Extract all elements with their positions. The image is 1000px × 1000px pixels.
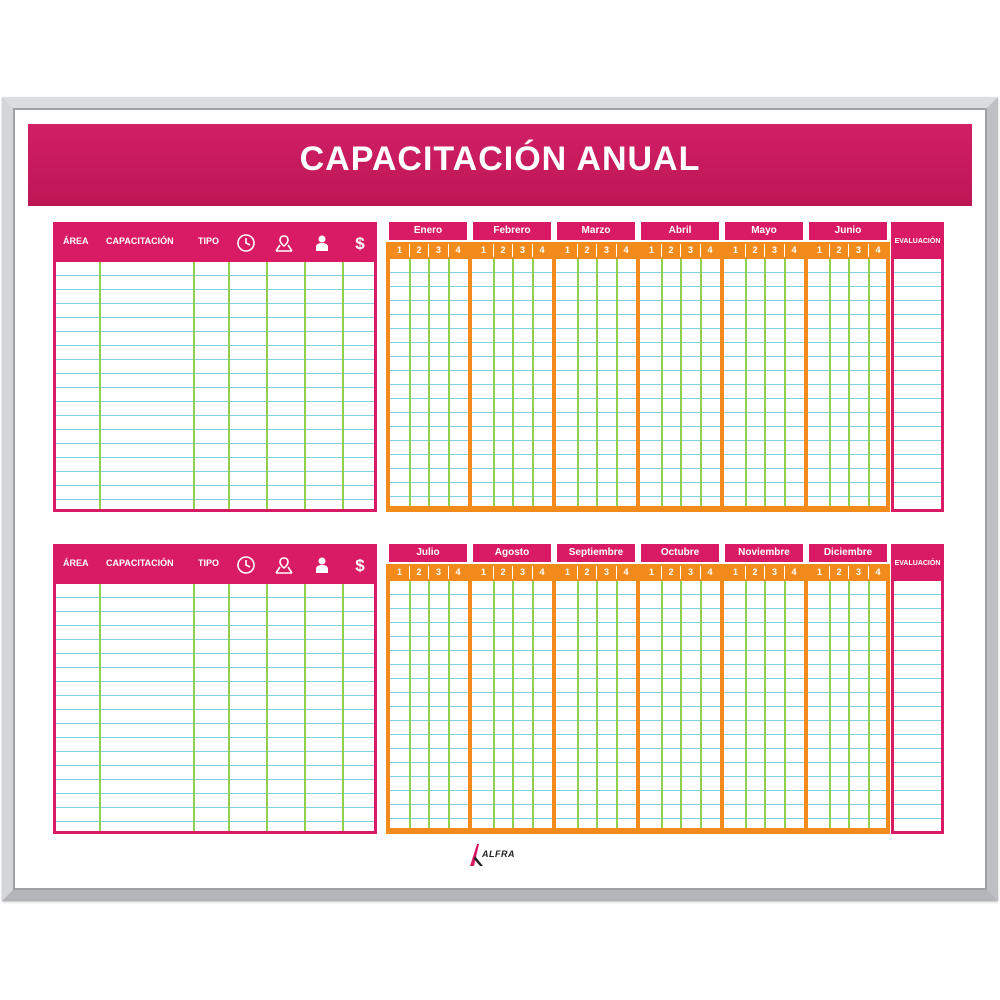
week-number: 2	[500, 567, 506, 577]
column-divider	[266, 584, 268, 831]
week-divider	[577, 581, 579, 828]
month-header: Julio	[389, 544, 467, 562]
dollar-icon	[350, 555, 370, 575]
month-separator	[804, 564, 808, 834]
week-divider	[448, 259, 450, 506]
week-number: 1	[396, 245, 402, 255]
week-separator	[700, 244, 701, 257]
week-separator	[745, 566, 746, 579]
week-divider	[764, 259, 766, 506]
week-separator	[428, 244, 429, 257]
month-header: Abril	[641, 222, 719, 240]
week-number: 4	[707, 567, 713, 577]
week-separator	[616, 244, 617, 257]
month-separator	[386, 242, 390, 512]
left-table-header	[56, 547, 374, 584]
week-divider	[512, 259, 514, 506]
week-separator	[745, 244, 746, 257]
week-divider	[616, 259, 618, 506]
week-number: 4	[623, 567, 629, 577]
month-separator	[886, 564, 890, 834]
col-tipo-label: TIPO	[198, 236, 220, 246]
week-separator	[829, 244, 830, 257]
week-number: 3	[855, 567, 861, 577]
week-number: 3	[687, 567, 693, 577]
month-separator	[552, 242, 556, 512]
month-header: Enero	[389, 222, 467, 240]
week-divider	[512, 581, 514, 828]
column-divider	[193, 584, 195, 831]
calendar-grid	[386, 544, 890, 834]
week-separator	[428, 566, 429, 579]
month-header: Septiembre	[557, 544, 635, 562]
month-header: Agosto	[473, 544, 551, 562]
week-divider	[868, 259, 870, 506]
evaluation-writing-lines	[894, 259, 941, 509]
week-number: 4	[539, 567, 545, 577]
week-number: 2	[416, 567, 422, 577]
week-divider	[577, 259, 579, 506]
week-number: 4	[539, 245, 545, 255]
month-separator	[720, 242, 724, 512]
month-header: Mayo	[725, 222, 803, 240]
week-separator	[680, 566, 681, 579]
month-header: Diciembre	[809, 544, 887, 562]
week-number: 2	[752, 567, 758, 577]
week-separator	[532, 566, 533, 579]
month-header: Febrero	[473, 222, 551, 240]
week-separator	[848, 244, 849, 257]
month-separator	[720, 564, 724, 834]
week-number: 3	[771, 567, 777, 577]
week-number: 1	[480, 567, 486, 577]
week-separator	[661, 244, 662, 257]
col-area-label: ÁREA	[63, 236, 89, 246]
week-separator	[848, 566, 849, 579]
week-number: 3	[435, 245, 441, 255]
month-separator	[386, 564, 390, 834]
week-separator	[764, 566, 765, 579]
week-divider	[661, 259, 663, 506]
week-separator	[700, 566, 701, 579]
week-number: 2	[668, 567, 674, 577]
week-divider	[409, 259, 411, 506]
week-separator	[577, 566, 578, 579]
clock-icon	[236, 233, 256, 253]
page-title: CAPACITACIÓN ANUAL	[299, 140, 701, 178]
writing-lines	[56, 262, 374, 509]
week-separator	[616, 566, 617, 579]
week-separator	[493, 566, 494, 579]
week-separator	[661, 566, 662, 579]
week-separator	[784, 566, 785, 579]
week-number: 3	[603, 567, 609, 577]
week-divider	[596, 581, 598, 828]
column-divider	[304, 262, 306, 509]
week-number: 1	[564, 245, 570, 255]
week-divider	[409, 581, 411, 828]
month-header: Octubre	[641, 544, 719, 562]
week-divider	[700, 581, 702, 828]
column-divider	[193, 262, 195, 509]
writing-lines	[56, 584, 374, 831]
week-divider	[680, 259, 682, 506]
week-separator	[784, 244, 785, 257]
week-number: 3	[771, 245, 777, 255]
week-separator	[448, 566, 449, 579]
week-number: 4	[455, 245, 461, 255]
location-map-icon	[274, 555, 294, 575]
week-divider	[784, 259, 786, 506]
col-area-label: ÁREA	[63, 558, 89, 568]
left-table-panel	[53, 544, 377, 834]
col-tipo-label: TIPO	[198, 558, 220, 568]
column-divider	[342, 262, 344, 509]
brand-name: ALFRA	[482, 849, 515, 859]
week-separator	[532, 244, 533, 257]
week-divider	[532, 581, 534, 828]
column-divider	[228, 584, 230, 831]
week-number: 1	[396, 567, 402, 577]
month-separator	[636, 242, 640, 512]
week-number: 2	[584, 245, 590, 255]
week-separator	[409, 566, 410, 579]
week-divider	[745, 581, 747, 828]
week-divider	[680, 581, 682, 828]
week-number: 1	[648, 567, 654, 577]
week-separator	[448, 244, 449, 257]
week-divider	[745, 259, 747, 506]
evaluation-panel	[891, 544, 944, 834]
column-divider	[342, 584, 344, 831]
month-header: Noviembre	[725, 544, 803, 562]
week-number: 2	[836, 245, 842, 255]
left-table-header	[56, 225, 374, 262]
svg-text:$: $	[355, 234, 365, 253]
week-divider	[829, 259, 831, 506]
week-separator	[409, 244, 410, 257]
column-divider	[266, 262, 268, 509]
week-number: 1	[816, 567, 822, 577]
week-number: 2	[752, 245, 758, 255]
brand-logo	[468, 840, 548, 870]
week-divider	[428, 581, 430, 828]
week-separator	[577, 244, 578, 257]
week-divider	[764, 581, 766, 828]
dollar-icon	[350, 233, 370, 253]
month-header: Marzo	[557, 222, 635, 240]
month-separator	[804, 242, 808, 512]
column-divider	[304, 584, 306, 831]
week-number: 3	[435, 567, 441, 577]
week-divider	[428, 259, 430, 506]
week-number: 2	[668, 245, 674, 255]
left-table-panel	[53, 222, 377, 512]
week-divider	[493, 581, 495, 828]
title-banner	[28, 124, 972, 206]
week-number: 2	[836, 567, 842, 577]
week-number: 1	[816, 245, 822, 255]
week-separator	[512, 566, 513, 579]
week-number: 2	[584, 567, 590, 577]
week-separator	[680, 244, 681, 257]
evaluation-header: EVALUACIÓN	[894, 225, 941, 259]
month-separator	[886, 242, 890, 512]
week-number: 2	[500, 245, 506, 255]
week-number: 4	[623, 245, 629, 255]
col-capacitacion-label: CAPACITACIÓN	[106, 236, 174, 246]
month-header: Junio	[809, 222, 887, 240]
person-icon	[312, 233, 332, 253]
week-number: 1	[732, 245, 738, 255]
week-number: 4	[707, 245, 713, 255]
evaluation-header: EVALUACIÓN	[894, 547, 941, 581]
evaluation-writing-lines	[894, 581, 941, 831]
week-number: 4	[791, 245, 797, 255]
week-number: 1	[564, 567, 570, 577]
week-number: 3	[519, 245, 525, 255]
week-divider	[661, 581, 663, 828]
week-number: 1	[732, 567, 738, 577]
week-separator	[868, 566, 869, 579]
calendar-grid	[386, 222, 890, 512]
week-number: 4	[875, 567, 881, 577]
week-number: 3	[519, 567, 525, 577]
svg-text:$: $	[355, 556, 365, 575]
week-divider	[848, 581, 850, 828]
week-divider	[784, 581, 786, 828]
week-divider	[532, 259, 534, 506]
week-divider	[448, 581, 450, 828]
month-separator	[468, 564, 472, 834]
week-divider	[848, 259, 850, 506]
location-map-icon	[274, 233, 294, 253]
week-number: 2	[416, 245, 422, 255]
week-separator	[596, 566, 597, 579]
week-divider	[493, 259, 495, 506]
column-divider	[228, 262, 230, 509]
clock-icon	[236, 555, 256, 575]
person-icon	[312, 555, 332, 575]
week-number: 1	[648, 245, 654, 255]
week-number: 3	[687, 245, 693, 255]
week-separator	[829, 566, 830, 579]
week-divider	[829, 581, 831, 828]
month-separator	[468, 242, 472, 512]
week-divider	[700, 259, 702, 506]
week-separator	[868, 244, 869, 257]
week-number: 4	[875, 245, 881, 255]
column-divider	[99, 262, 101, 509]
week-divider	[616, 581, 618, 828]
week-divider	[596, 259, 598, 506]
week-number: 4	[455, 567, 461, 577]
week-number: 4	[791, 567, 797, 577]
week-separator	[512, 244, 513, 257]
week-separator	[764, 244, 765, 257]
column-divider	[99, 584, 101, 831]
col-capacitacion-label: CAPACITACIÓN	[106, 558, 174, 568]
week-separator	[596, 244, 597, 257]
evaluation-panel	[891, 222, 944, 512]
week-divider	[868, 581, 870, 828]
month-separator	[636, 564, 640, 834]
week-number: 1	[480, 245, 486, 255]
month-separator	[552, 564, 556, 834]
week-separator	[493, 244, 494, 257]
week-number: 3	[603, 245, 609, 255]
week-number: 3	[855, 245, 861, 255]
